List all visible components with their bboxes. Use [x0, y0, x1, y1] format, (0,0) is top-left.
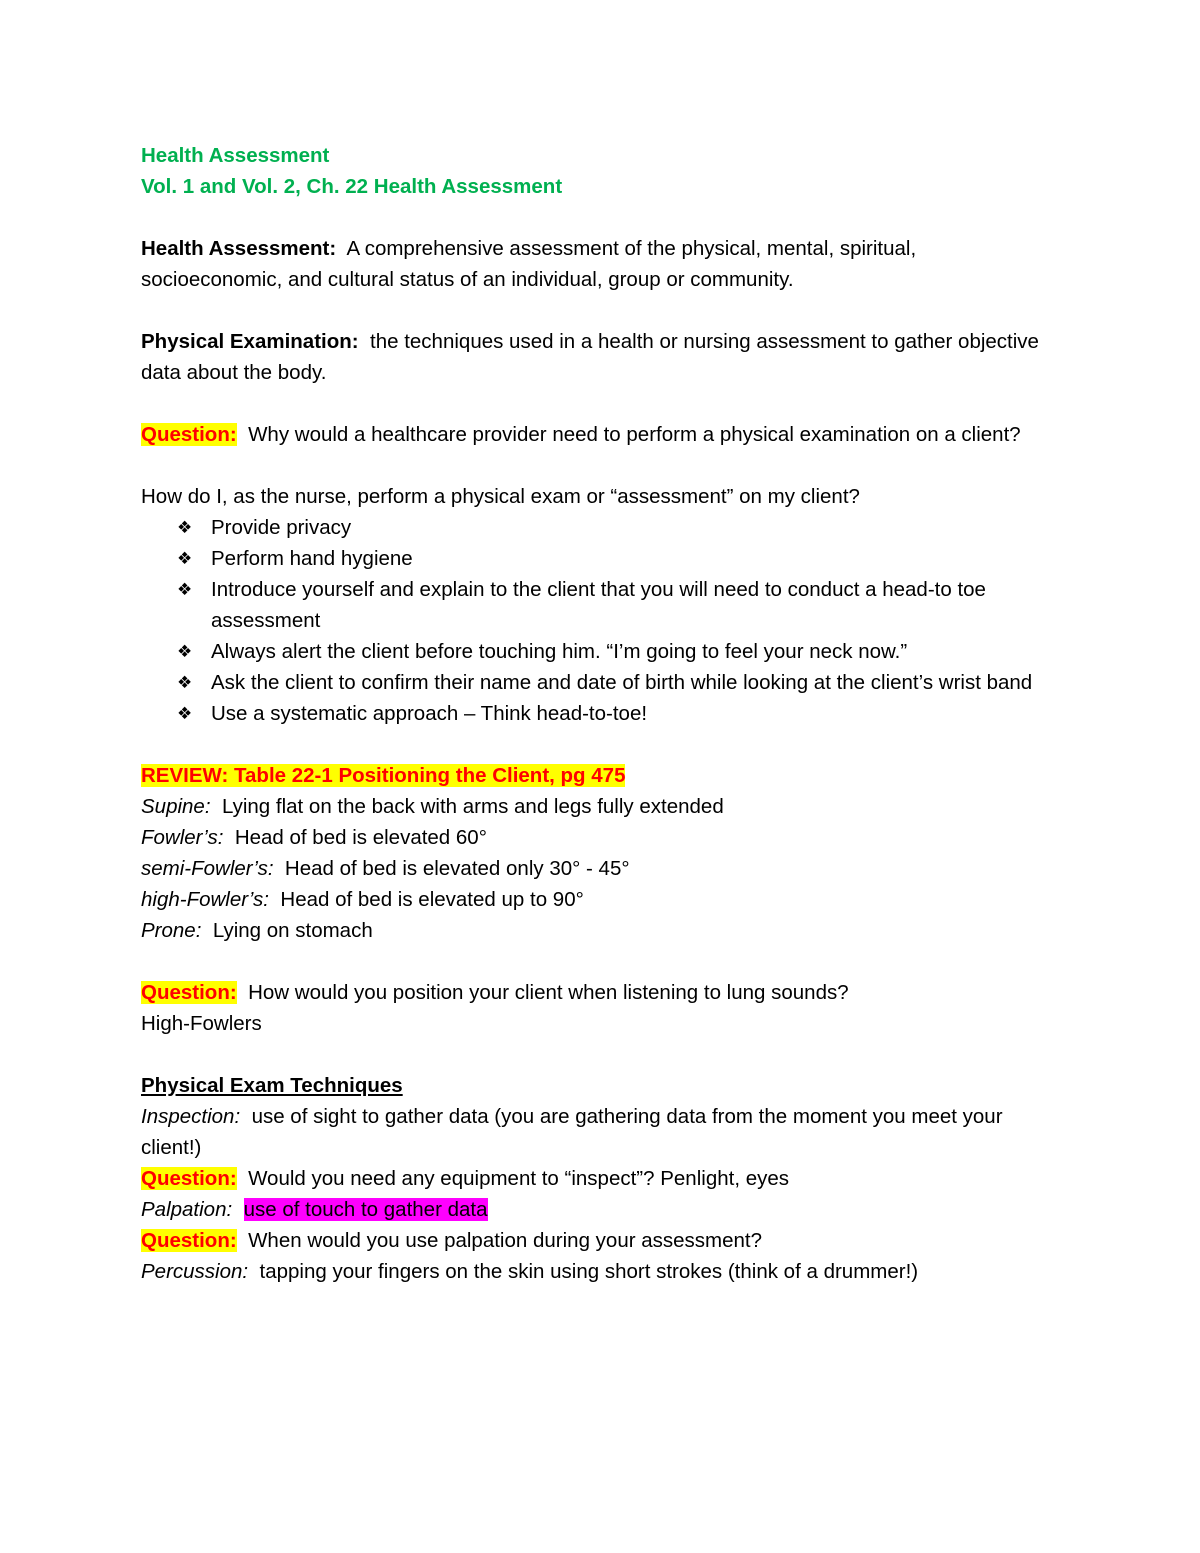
position-text: Lying flat on the back with arms and legs fully extended	[221, 795, 724, 818]
diamond-bullet-icon: ❖	[177, 673, 193, 692]
question-label: Question:	[141, 1229, 237, 1252]
spacer	[141, 450, 1060, 481]
technique-term: Inspection:	[141, 1105, 241, 1128]
question-3	[141, 1163, 1060, 1194]
how-to-intro: How do I, as the nurse, perform a physical exam or “assessment” on my client?	[141, 485, 860, 508]
definition-physical-examination	[141, 326, 1060, 388]
spacer	[141, 1039, 1060, 1070]
technique-palpation	[141, 1194, 1060, 1225]
question-4	[141, 1225, 1060, 1256]
position-fowlers	[141, 822, 1060, 853]
position-term: high-Fowler’s:	[141, 888, 269, 911]
position-term: semi-Fowler’s:	[141, 857, 274, 880]
question-label: Question:	[141, 423, 237, 446]
spacer	[141, 202, 1060, 233]
question-label: Question:	[141, 981, 237, 1004]
technique-text-highlighted: use of touch to gather data	[243, 1198, 488, 1221]
document-title: Health Assessment	[141, 144, 330, 167]
question-2-answer: High-Fowlers	[141, 1012, 262, 1035]
question-text: Would you need any equipment to “inspect”? Penlight, eyes	[248, 1167, 790, 1190]
spacer	[141, 729, 1060, 760]
question-2	[141, 977, 1060, 1008]
question-1	[141, 419, 1060, 450]
question-text: How would you position your client when listening to lung sounds?	[248, 981, 849, 1004]
technique-term: Palpation:	[141, 1198, 233, 1221]
diamond-bullet-icon: ❖	[177, 642, 193, 661]
technique-term: Percussion:	[141, 1260, 249, 1283]
technique-percussion	[141, 1256, 1060, 1287]
spacer	[141, 946, 1060, 977]
technique-text: use of sight to gather data (you are gathering data from the moment you meet your client!)	[141, 1105, 1003, 1159]
spacer	[141, 388, 1060, 419]
definition-health-assessment	[141, 233, 1060, 295]
diamond-bullet-icon: ❖	[177, 580, 193, 599]
position-supine	[141, 791, 1060, 822]
technique-inspection	[141, 1101, 1060, 1163]
list-item: ❖ Introduce yourself and explain to the client that you will need to conduct a head-to toe assessment	[141, 574, 1060, 636]
diamond-bullet-icon: ❖	[177, 549, 193, 568]
list-item: ❖ Always alert the client before touching him. “I’m going to feel your neck now.”	[141, 636, 1060, 667]
position-term: Supine:	[141, 795, 211, 818]
definition-text: A comprehensive assessment of the physical, mental, spiritual, socioeconomic, and cultural status of an individual, group or community.	[141, 237, 917, 291]
position-prone	[141, 915, 1060, 946]
diamond-bullet-icon: ❖	[177, 518, 193, 537]
list-item: ❖ Provide privacy	[141, 512, 1060, 543]
question-text: Why would a healthcare provider need to perform a physical examination on a client?	[248, 423, 1021, 446]
position-text: Lying on stomach	[212, 919, 373, 942]
techniques-heading: Physical Exam Techniques	[141, 1074, 403, 1097]
position-semi-fowlers	[141, 853, 1060, 884]
list-item: ❖ Use a systematic approach – Think head-to-toe!	[141, 698, 1060, 729]
position-text: Head of bed is elevated only 30° - 45°	[284, 857, 630, 880]
list-item: ❖ Ask the client to confirm their name and date of birth while looking at the client’s wrist band	[141, 667, 1060, 698]
technique-text: tapping your fingers on the skin using short strokes (think of a drummer!)	[259, 1260, 919, 1283]
definition-text: the techniques used in a health or nursing assessment to gather objective data about the body.	[141, 330, 1039, 384]
list-item: ❖ Perform hand hygiene	[141, 543, 1060, 574]
position-high-fowlers	[141, 884, 1060, 915]
position-text: Head of bed is elevated 60°	[234, 826, 487, 849]
question-text: When would you use palpation during your assessment?	[248, 1229, 763, 1252]
review-section	[141, 760, 1060, 791]
position-term: Prone:	[141, 919, 202, 942]
definition-term: Physical Examination:	[141, 330, 359, 353]
definition-term: Health Assessment:	[141, 237, 337, 260]
how-to-list	[141, 512, 1060, 729]
document-subtitle: Vol. 1 and Vol. 2, Ch. 22 Health Assessment	[141, 175, 563, 198]
position-text: Head of bed is elevated up to 90°	[280, 888, 584, 911]
diamond-bullet-icon: ❖	[177, 704, 193, 723]
review-heading: REVIEW: Table 22-1 Positioning the Client, pg 475	[141, 764, 626, 787]
position-term: Fowler’s:	[141, 826, 224, 849]
spacer	[141, 295, 1060, 326]
question-label: Question:	[141, 1167, 237, 1190]
